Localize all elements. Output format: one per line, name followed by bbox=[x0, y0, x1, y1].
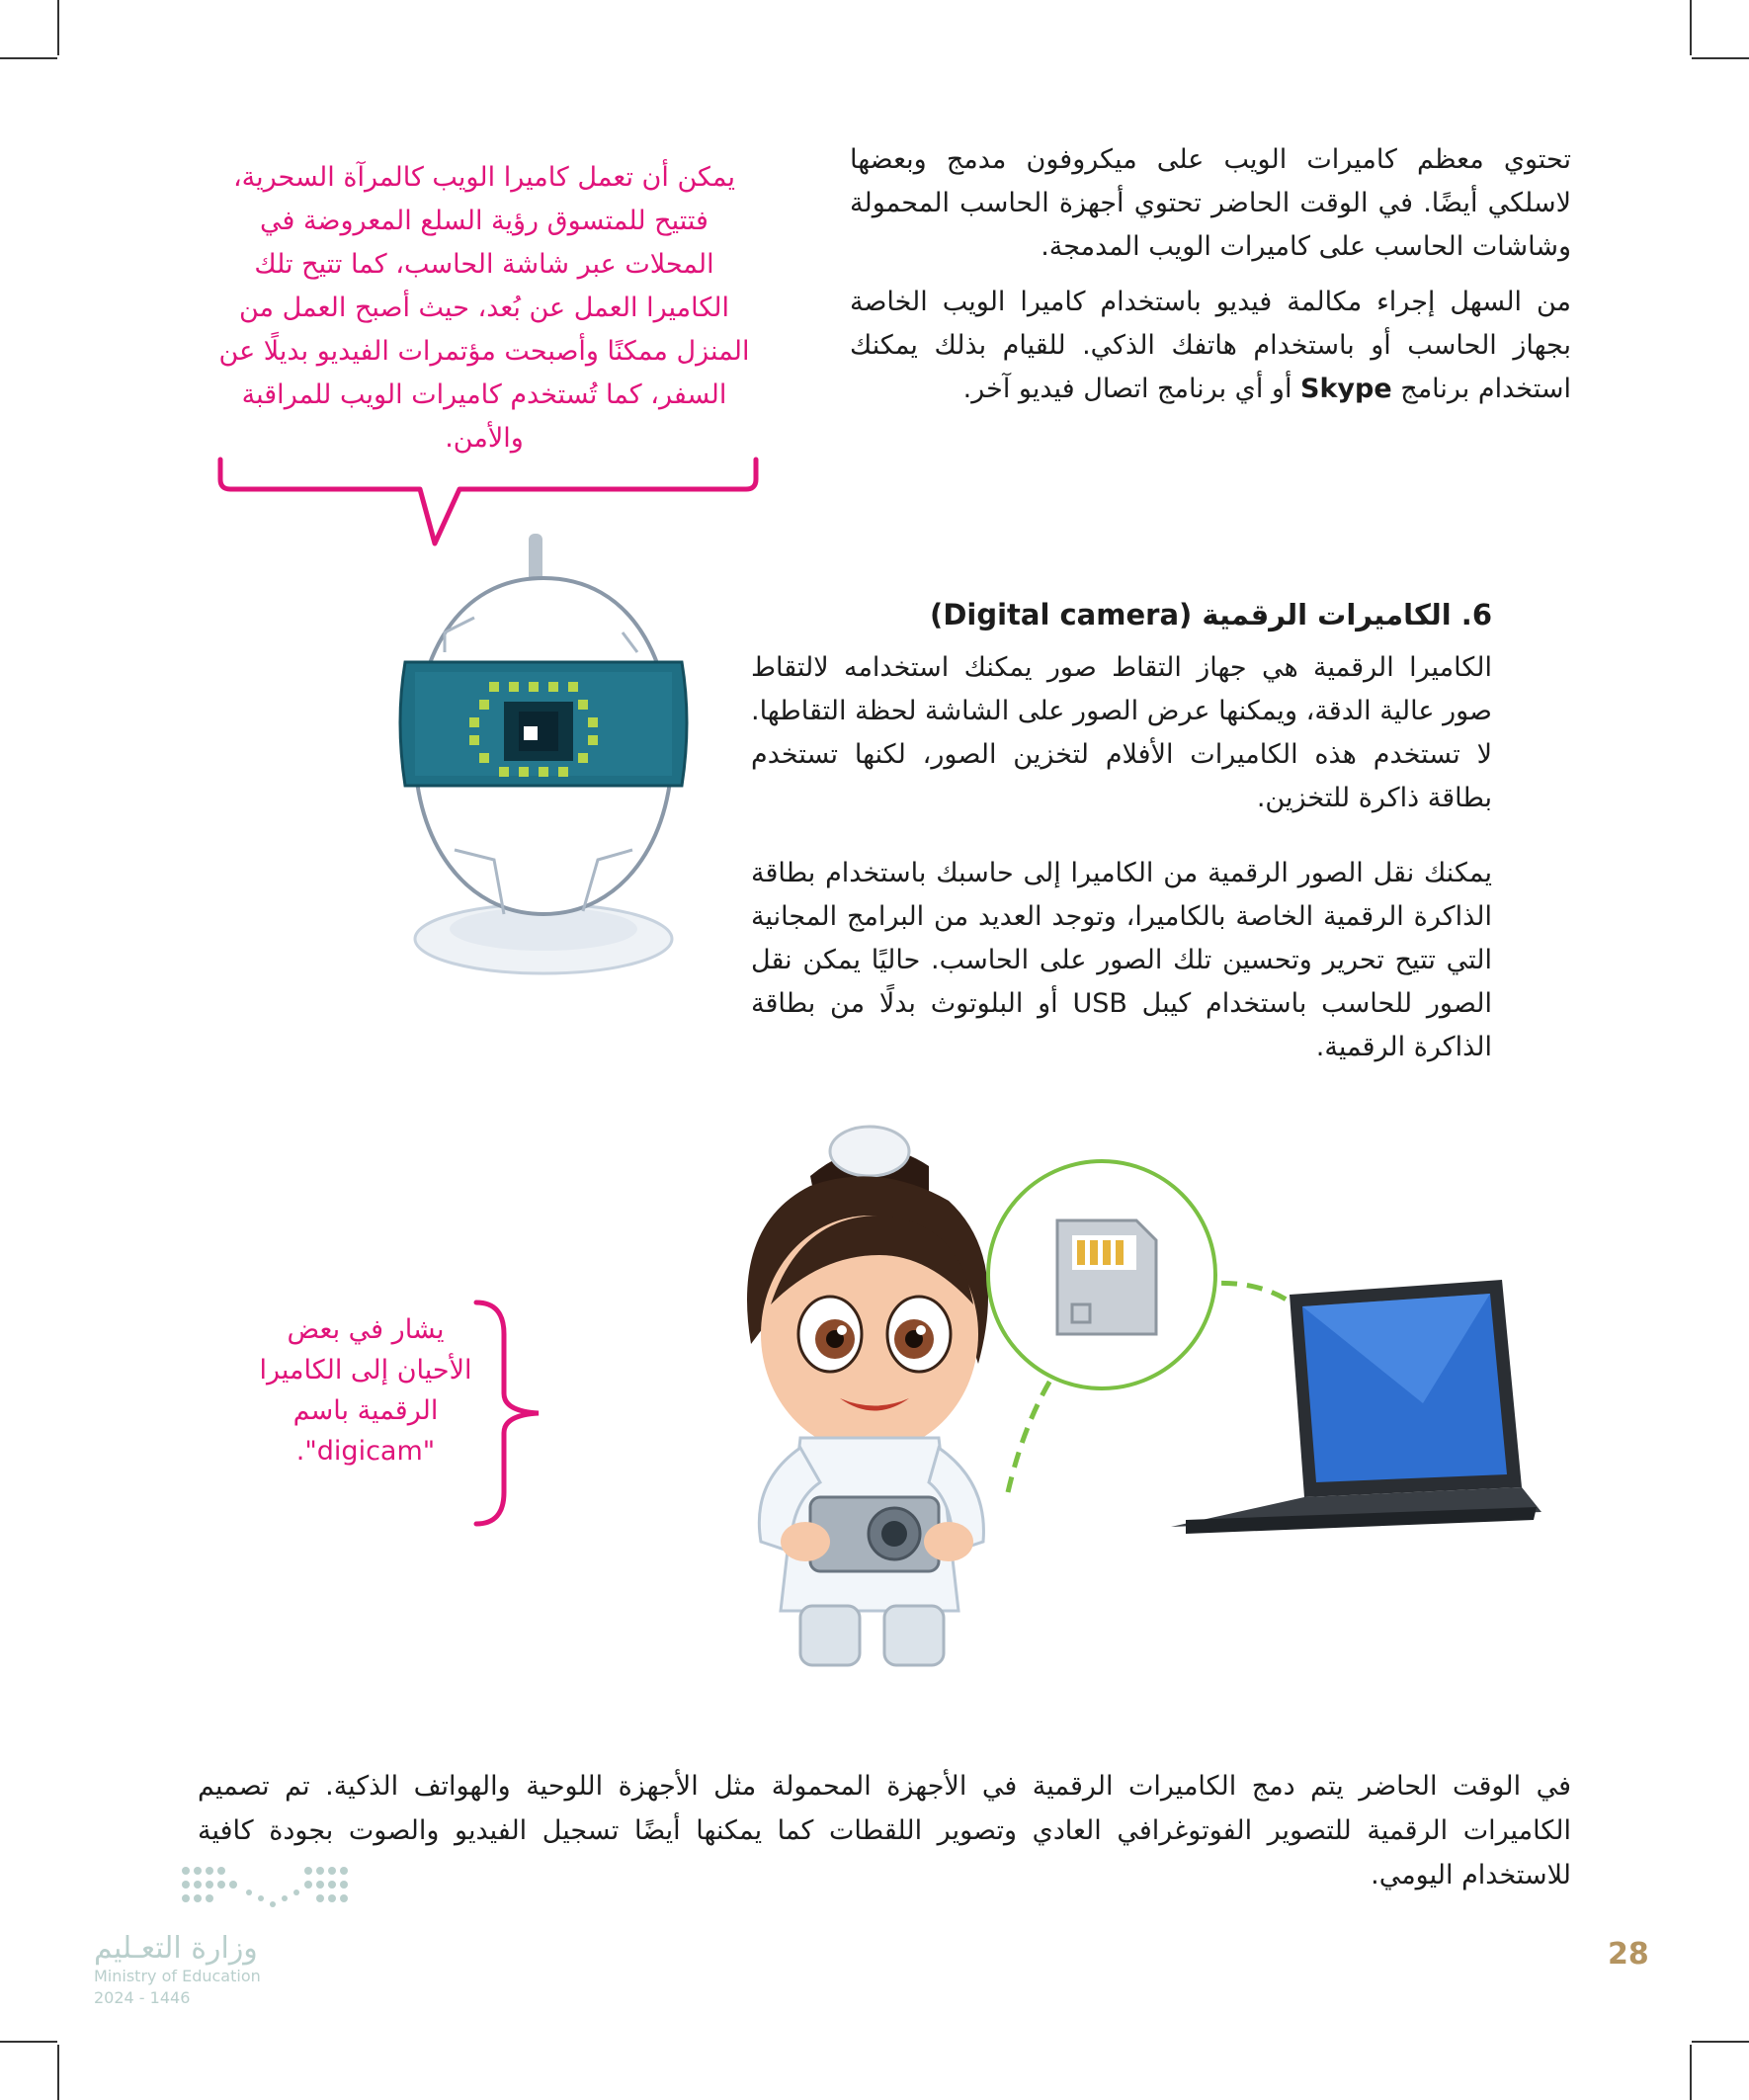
crop-mark bbox=[1692, 2041, 1749, 2043]
crop-mark bbox=[0, 57, 57, 59]
laptop-icon bbox=[1171, 1280, 1541, 1534]
camera-transfer-illustration bbox=[632, 1107, 1541, 1680]
ministry-name-english: Ministry of Education bbox=[94, 1967, 261, 1985]
intro-paragraph-2-start: من السهل إجراء مكالمة فيديو باستخدام كاميرا الويب الخاصة بجهاز الحاسب أو باستخدام هاتفك الذكي. للقيام بذلك يمكنك استخدام برنامج bbox=[850, 287, 1571, 404]
section-heading: 6. الكاميرات الرقمية (Digital camera) bbox=[930, 598, 1492, 631]
section-paragraph-2: يمكنك نقل الصور الرقمية من الكاميرا إلى حاسبك باستخدام بطاقة الذاكرة الرقمية الخاصة بالكاميرا، وتوجد العديد من البرامج المجانية التي تتيح تحرير وتحسين تلك الصور على الحاسب. حاليًا يمكن نقل الصور للحاسب باستخدام كيبل USB أو البلوتوث بدلًا من بطاقة الذاكرة الرقمية. bbox=[751, 858, 1493, 1062]
crop-mark bbox=[1690, 2045, 1692, 2100]
girl-with-camera bbox=[747, 1127, 988, 1665]
ministry-logo-dots bbox=[180, 1863, 348, 1917]
bottom-paragraph: في الوقت الحاضر يتم دمج الكاميرات الرقمية في الأجهزة المحمولة مثل الأجهزة اللوحية والهواتف الذكية. تم تصميم الكاميرات الرقمية للتصوير الفوتوغرافي العادي وتصوير اللقطات كما يمكنها أيضًا تسجيل الفيديو والصوت بجودة كافية للاستخدام اليومي. bbox=[198, 1771, 1571, 1890]
crop-mark bbox=[0, 2041, 57, 2043]
intro-paragraph-2-end: أو أي برنامج اتصال فيديو آخر. bbox=[962, 374, 1301, 404]
digicam-note: يشار في بعض الأحيان إلى الكاميرا الرقمية باسم "digicam". bbox=[259, 1314, 472, 1467]
intro-text bbox=[850, 138, 1571, 423]
edition-year: 2024 - 1446 bbox=[94, 1988, 191, 2007]
callout-text: يمكن أن تعمل كاميرا الويب كالمرآة السحرية، فتتيح للمتسوق رؤية السلع المعروضة في المحلات عبر شاشة الحاسب، كما تتيح تلك الكاميرا العمل عن بُعد، حيث أصبح العمل من المنزل ممكنًا وأصبحت مؤتمرات الفيديو بديلًا عن السفر، كما تُستخدم كاميرات الويب للمراقبة والأمن. bbox=[218, 162, 750, 454]
section-paragraph-1: الكاميرا الرقمية هي جهاز التقاط صور يمكنك استخدامه لالتقاط صور عالية الدقة، ويمكنها عرض الصور على الشاشة لحظة التقاطها. لا تستخدم هذه الكاميرات الأفلام لتخزين الصور، لكنها تستخدم بطاقة ذاكرة للتخزين. bbox=[751, 652, 1492, 813]
intro-paragraph-1: تحتوي معظم كاميرات الويب على ميكروفون مدمج وبعضها لاسلكي أيضًا. في الوقت الحاضر تحتوي أجهزة الحاسب المحمولة وشاشات الحاسب على كاميرات الويب المدمجة. bbox=[850, 144, 1571, 262]
crop-mark bbox=[57, 0, 59, 55]
crop-mark bbox=[57, 2045, 59, 2100]
crop-mark bbox=[1690, 0, 1692, 55]
robot-webcam-illustration bbox=[385, 524, 721, 978]
ministry-name-arabic: وزارة التعـليم bbox=[94, 1931, 258, 1966]
page-number: 28 bbox=[1608, 1937, 1649, 1972]
ministry-logo bbox=[94, 1932, 272, 2009]
intro-paragraph-2 bbox=[850, 281, 1571, 411]
skype-brand: Skype bbox=[1300, 374, 1392, 404]
digital-camera-section bbox=[751, 593, 1492, 1101]
crop-mark bbox=[1692, 57, 1749, 59]
note-brace bbox=[464, 1295, 553, 1532]
memory-card-icon bbox=[988, 1161, 1215, 1388]
